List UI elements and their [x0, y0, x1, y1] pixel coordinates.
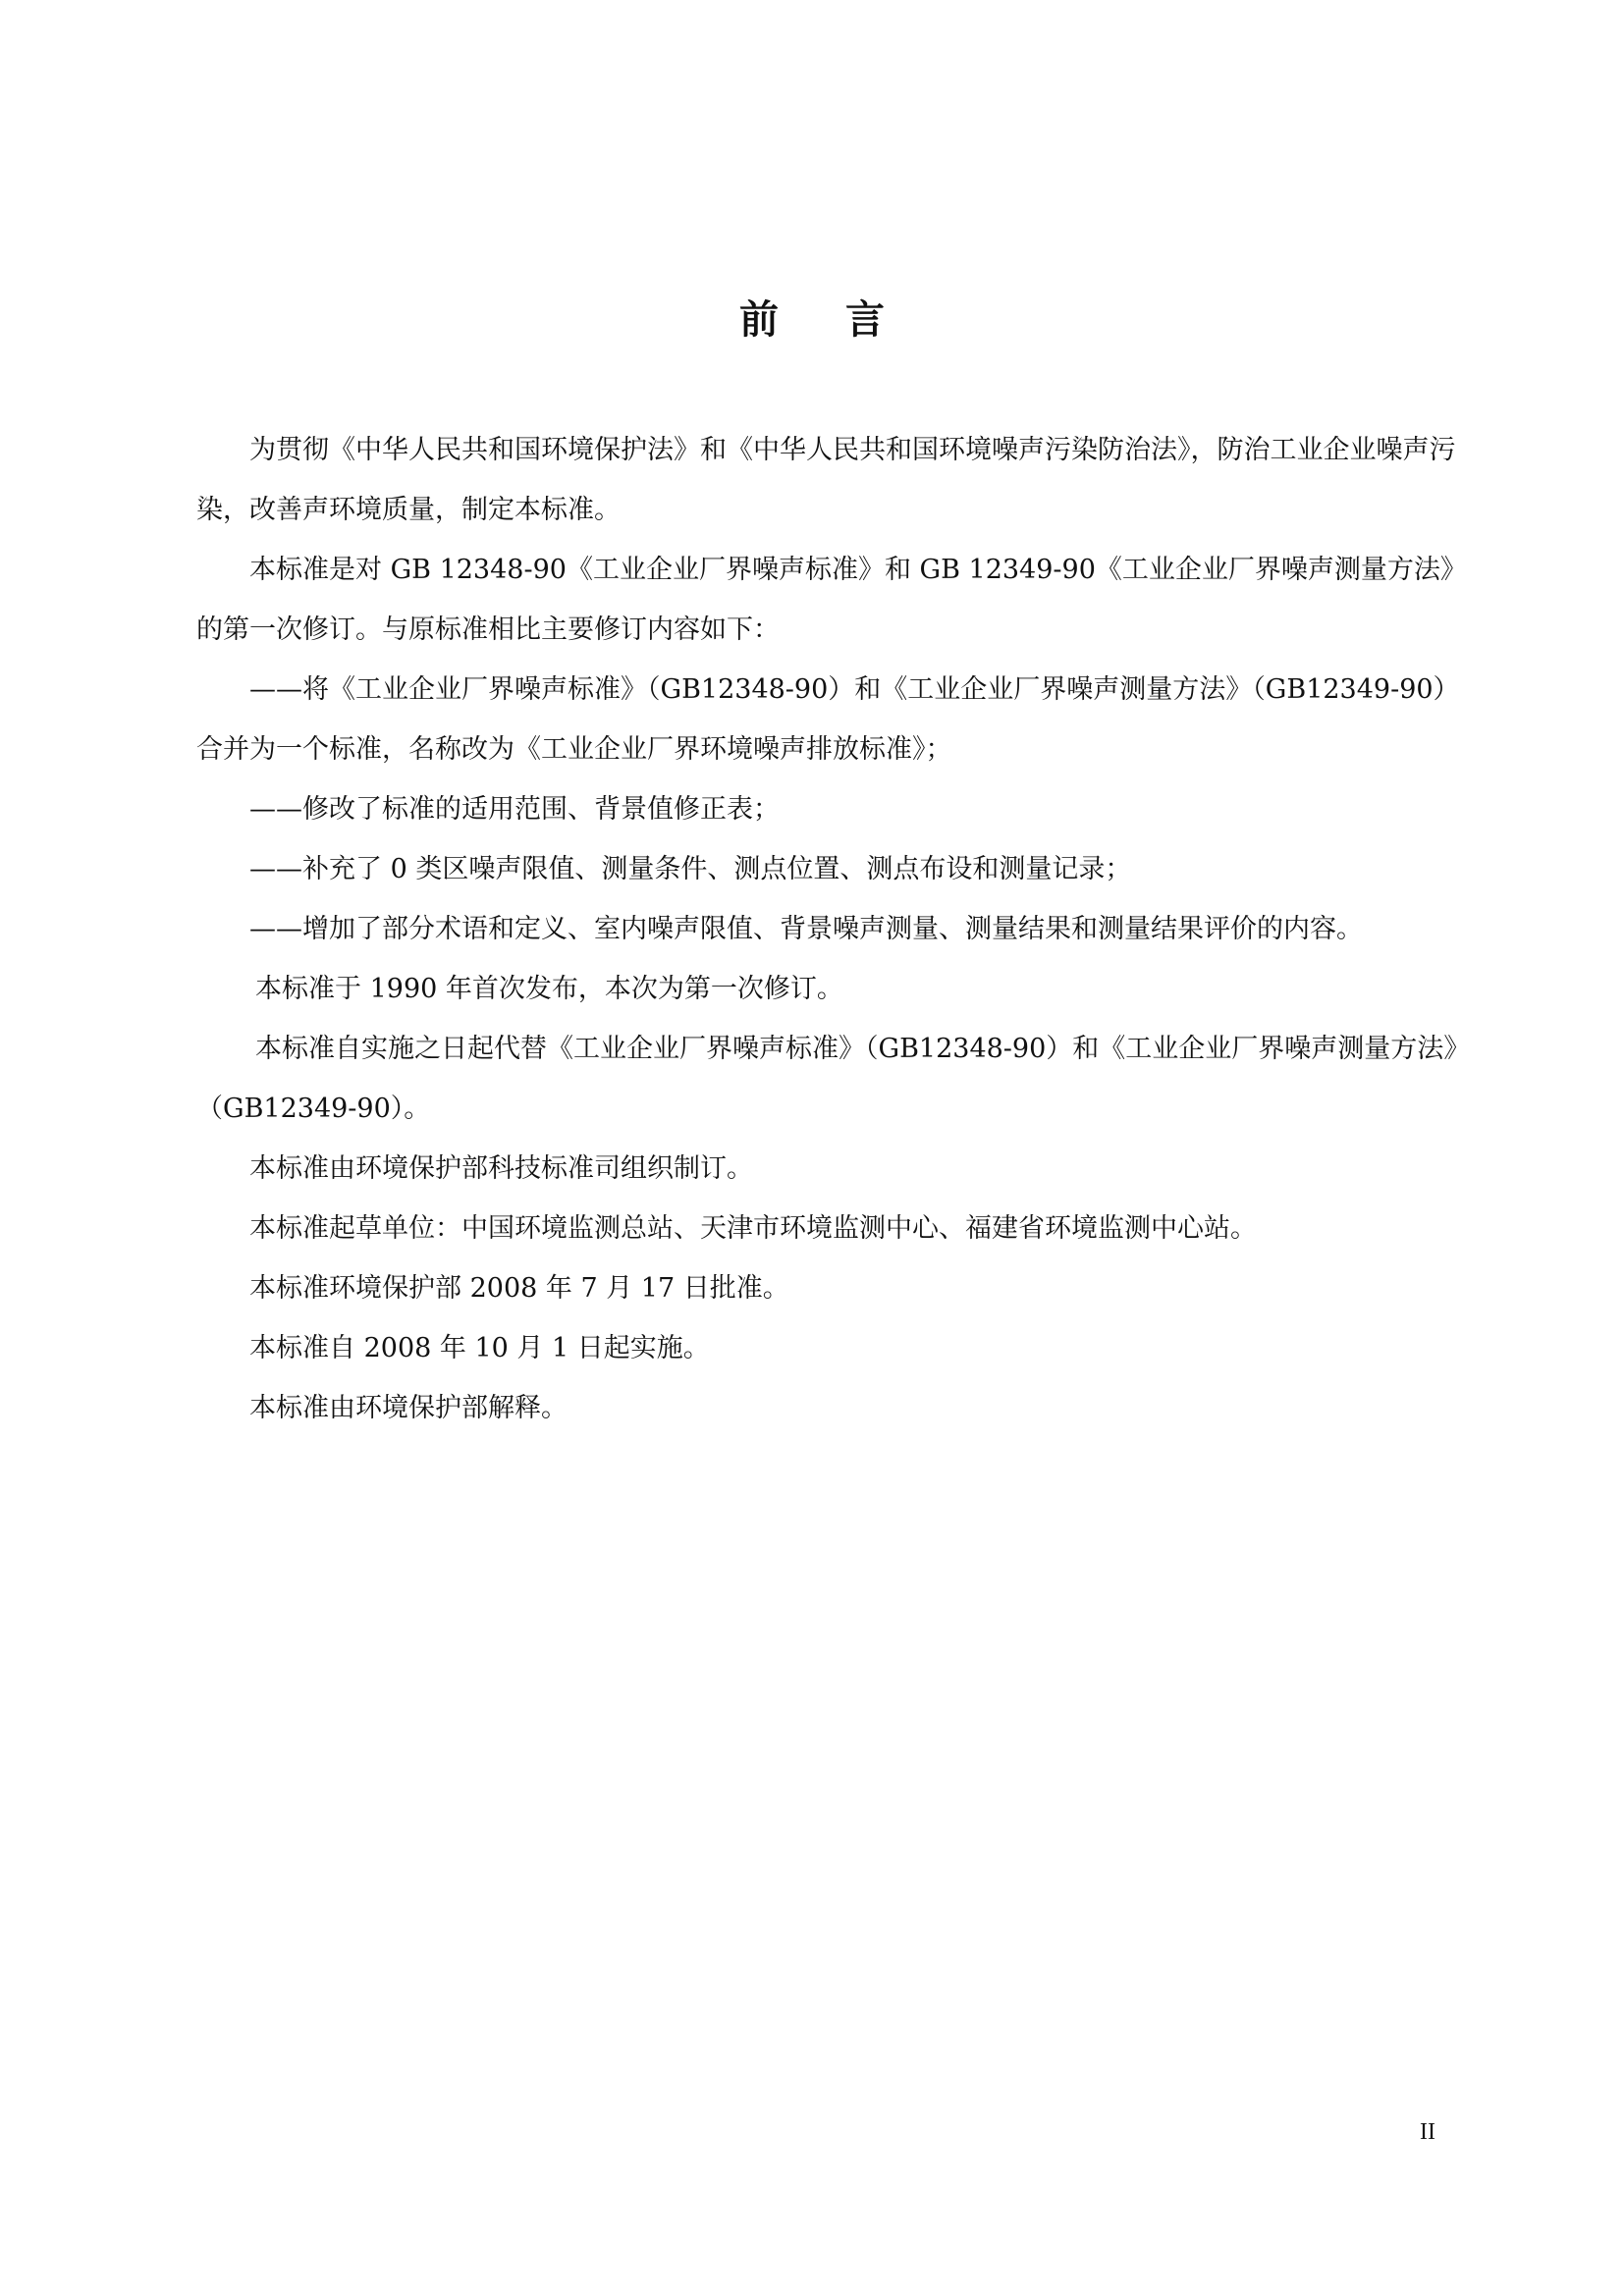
paragraph-approval-date: 本标准环境保护部 2008 年 7 月 17 日批准。 [249, 1273, 789, 1304]
paragraph-organized-by: 本标准由环境保护部科技标准司组织制订。 [249, 1153, 753, 1184]
paragraph-effective-date: 本标准自 2008 年 10 月 1 日起实施。 [249, 1333, 710, 1363]
paragraph-interpretation: 本标准由环境保护部解释。 [249, 1393, 568, 1423]
paragraph-revision-additions: ——增加了部分术语和定义、室内噪声限值、背景噪声测量、测量结果和测量结果评价的内容。 [249, 914, 1363, 944]
paragraph-first-release: 本标准于 1990 年首次发布，本次为第一次修订。 [255, 974, 843, 1004]
page-title: 前言 [739, 297, 951, 343]
paragraph-revision-supplement: ——补充了 0 类区噪声限值、测量条件、测点位置、测点布设和测量记录； [249, 854, 1132, 884]
paragraph-revision-merge: ——将《工业企业厂界噪声标准》（GB12348-90）和《工业企业厂界噪声测量方法》（GB12349-90）合并为一个标准，名称改为《工业企业厂界环境噪声排放标准》； [196, 674, 1460, 765]
paragraph-replacement: 本标准自实施之日起代替《工业企业厂界噪声标准》（GB12348-90）和《工业企业厂界噪声测量方法》（GB12349-90）。 [196, 1034, 1471, 1124]
paragraph-purpose: 为贯彻《中华人民共和国环境保护法》和《中华人民共和国环境噪声污染防治法》，防治工业企业噪声污染，改善声环境质量，制定本标准。 [196, 435, 1456, 525]
paragraph-drafting-units: 本标准起草单位：中国环境监测总站、天津市环境监测中心、福建省环境监测中心站。 [249, 1213, 1257, 1244]
paragraph-revision-intro: 本标准是对 GB 12348-90《工业企业厂界噪声标准》和 GB 12349-90《工业企业厂界噪声测量方法》的第一次修订。与原标准相比主要修订内容如下： [196, 555, 1467, 645]
document-body [196, 420, 1473, 1438]
paragraph-revision-scope: ——修改了标准的适用范围、背景值修正表； [249, 794, 780, 825]
page-number: II [1420, 2119, 1435, 2145]
